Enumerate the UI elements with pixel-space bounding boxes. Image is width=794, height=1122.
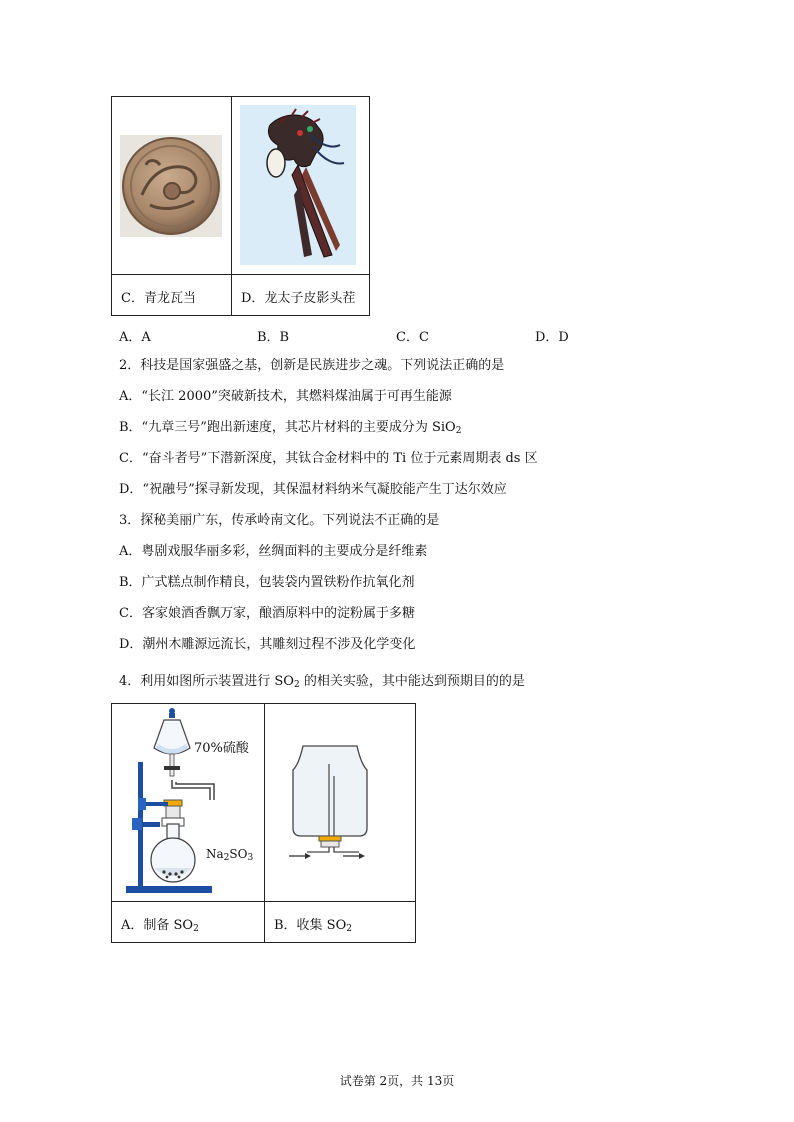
option-b: B．B [257,330,290,345]
salt-label-text: SO [229,847,248,861]
q2-option-c: C．“奋斗者号”下潜新深度，其钛合金材料中的 Ti 位于元素周期表 ds 区 [119,451,538,466]
q3-stem: 3．探秘美丽广东，传承岭南文化。下列说法不正确的是 [119,513,440,528]
table-divider [231,97,232,315]
table-divider [264,704,265,942]
table-divider [112,901,415,902]
table-divider [112,274,369,275]
subscript: 3 [247,853,254,863]
subscript: 2 [223,853,230,863]
q4-stem-text-end: 的相关实验，其中能达到预期目的的是 [299,674,525,689]
q1-options [119,326,579,344]
option-c: C．C [396,330,429,345]
page-footer: 试卷第 2页，共 13页 [339,1074,455,1088]
q2-option-d: D．“祝融号”探寻新发现，其保温材料纳米气凝胶能产生丁达尔效应 [119,482,507,497]
q3-option-b: B．广式糕点制作精良，包装袋内置铁粉作抗氧化剂 [119,575,415,590]
option-a: A．A [119,330,151,345]
caption-a-text: A．制备 SO [121,918,194,933]
q2-stem: 2．科技是国家强盛之基，创新是民族进步之魂。下列说法正确的是 [119,358,505,373]
q2-option-a: A．“长江 2000”突破新技术，其燃料煤油属于可再生能源 [119,389,452,404]
caption-a [121,914,199,934]
subscript: 2 [193,924,199,934]
q2-option-b [119,419,461,440]
salt-label-text: Na [206,847,224,861]
caption-b [274,914,352,934]
q4-stem-text: 4．利用如图所示装置进行 SO [119,674,294,689]
subscript: 2 [455,426,462,436]
salt-label [206,847,253,863]
q4-stem [119,673,525,694]
q3-option-c: C．客家娘酒香飘万家，酿酒原料中的淀粉属于多糖 [119,606,415,621]
option-d: D．D [535,330,569,345]
subscript: 2 [346,924,352,934]
acid-label: 70%硫酸 [194,741,249,756]
images-table [111,96,370,316]
q3-option-d: D．潮州木雕源远流长，其雕刻过程不涉及化学变化 [119,637,416,652]
so2-collection-apparatus [277,740,387,870]
q3-option-a: A．粤剧戏服华丽多彩，丝绸面料的主要成分是纤维素 [119,544,428,559]
q2-option-b-text: B．“九章三号”跑出新速度，其芯片材料的主要成分为 SiO [119,420,456,435]
caption-d: D．龙太子皮影头茬 [241,291,356,306]
caption-c: C．青龙瓦当 [121,291,196,306]
apparatus-table [111,703,416,943]
dragon-roof-tile-image [120,135,222,237]
shadow-puppet-image [240,105,356,265]
subscript: 2 [293,680,300,690]
caption-b-text: B．收集 SO [274,918,347,933]
